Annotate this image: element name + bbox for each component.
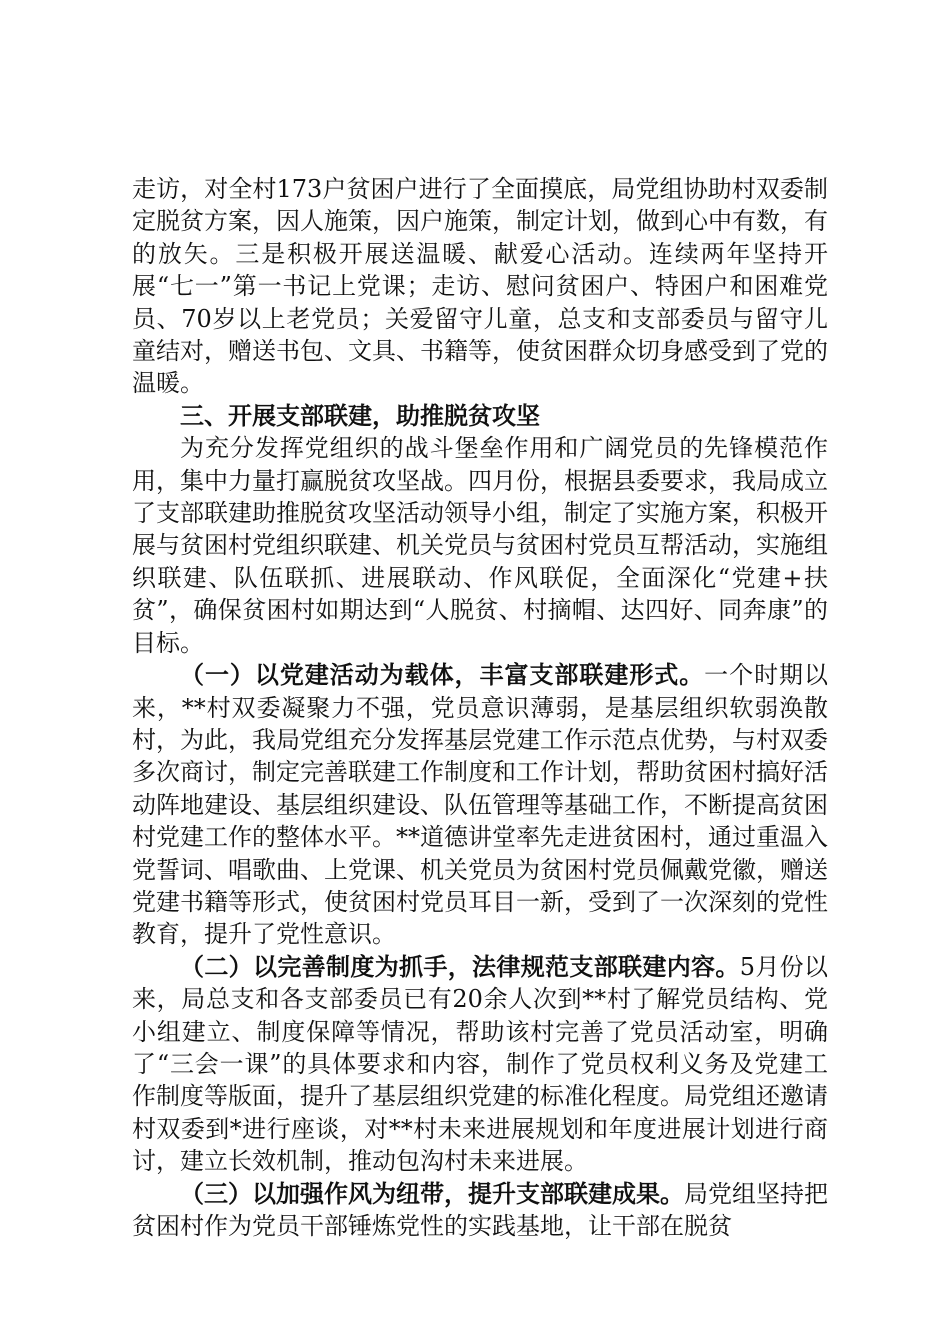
section-intro-paragraph: 为充分发挥党组织的战斗堡垒作用和广阔党员的先锋模范作用，集中力量打赢脱贫攻坚战。四月份，根据县委要求，我局成立了支部联建助推脱贫攻坚活动领导小组，制定了实施方案，积极开展与贫困村党组织联建、机关党员与贫困村党员互帮活动，实施组织联建、队伍联抓、进展联动、作风联促，全面深化“党建+扶贫”，确保贫困村如期达到“人脱贫、村摘帽、达四好、同奔康”的目标。: [132, 434, 828, 657]
subsection-paragraph-3: [132, 1178, 828, 1243]
continuation-paragraph: 走访，对全村173户贫困户进行了全面摸底，局党组协助村双委制定脱贫方案，因人施策，因户施策，制定计划，做到心中有数，有的放矢。三是积极开展送温暖、献爱心活动。连续两年坚持开展“七一”第一书记上党课；走访、慰问贫困户、特困户和困难党员、70岁以上老党员；关爱留守儿童，总支和支部委员与留守儿童结对，赠送书包、文具、书籍等，使贫困群众切身感受到了党的温暖。: [132, 175, 828, 398]
subsection-body-2: 5月份以来，局总支和各支部委员已有20余人次到**村了解党员结构、党小组建立、制度保障等情况，帮助该村完善了党员活动室，明确了“三会一课”的具体要求和内容，制作了党员权利义务及党建工作制度等版面，提升了基层组织党建的标准化程度。局党组还邀请村双委到*进行座谈，对**村未来进展规划和年度进展计划进行商讨，建立长效机制，推动包沟村未来进展。: [132, 952, 828, 1176]
subsection-lead-2: （二）以完善制度为抓手，法律规范支部联建内容。: [180, 951, 740, 981]
subsection-body-1: 一个时期以来，**村双委凝聚力不强，党员意识薄弱，是基层组织软弱涣散村，为此，我局党组充分发挥基层党建工作示范点优势，与村双委多次商讨，制定完善联建工作制度和工作计划，帮助贫困村搞好活动阵地建设、基层组织建设、队伍管理等基础工作，不断提高贫困村党建工作的整体水平。**道德讲堂率先走进贫困村，通过重温入党誓词、唱歌曲、上党课、机关党员为贫困村党员佩戴党徽，赠送党建书籍等形式，使贫困村党员耳目一新，受到了一次深刻的党性教育，提升了党性意识。: [132, 661, 829, 949]
subsection-lead-3: （三）以加强作风为纽带，提升支部联建成果。: [180, 1178, 684, 1208]
subsection-body-3: 局党组坚持把贫困村作为党员干部锤炼党性的实践基地，让干部在脱贫: [132, 1179, 828, 1240]
section-heading: 三、开展支部联建，助推脱贫攻坚: [180, 400, 540, 430]
subsection-paragraph-1: [132, 659, 828, 951]
subsection-lead-1: （一）以党建活动为载体，丰富支部联建形式。: [180, 660, 705, 690]
document-page: [132, 173, 828, 1242]
subsection-paragraph-2: [132, 951, 828, 1178]
